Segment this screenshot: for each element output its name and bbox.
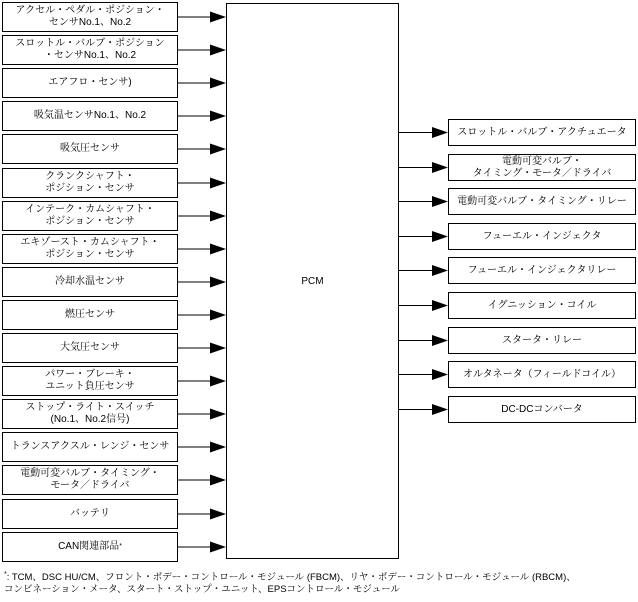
output-arrow-0 — [399, 127, 448, 138]
output-arrow-7 — [399, 369, 448, 380]
input-fuel-pressure-sensor: 燃圧センサ — [2, 300, 178, 330]
input-arrow-8 — [178, 277, 226, 288]
input-can-components: CAN関連部品 * — [2, 532, 178, 562]
output-dc-dc-converter: DC-DCコンバータ — [448, 396, 636, 423]
input-arrow-0 — [178, 12, 226, 23]
footnote — [4, 572, 634, 596]
input-arrow-10 — [178, 343, 226, 354]
input-transaxle-range-sensor: トランスアクスル・レンジ・センサ — [2, 432, 178, 462]
input-arrow-5 — [178, 178, 226, 189]
output-arrow-3 — [399, 231, 448, 242]
footnote-line-1: *: TCM、DSC HU/CM、フロント・ボデー・コントロール・モジュール (FBCM)、リヤ・ボデー・コントロール・モジュール (RBCM)、 — [4, 570, 576, 583]
output-fuel-injector: フューエル・インジェクタ — [448, 223, 636, 250]
input-arrow-4 — [178, 144, 226, 155]
input-arrow-13 — [178, 442, 226, 453]
input-arrow-16 — [178, 542, 226, 553]
input-battery: バッテリ — [2, 499, 178, 529]
input-arrow-12 — [178, 409, 226, 420]
input-evvt-motor-driver: 電動可変バルブ・タイミング・ モータ／ドライバ — [2, 465, 178, 495]
input-arrow-15 — [178, 509, 226, 520]
output-alternator: オルタネータ（フィールドコイル） — [448, 361, 636, 388]
footnote-line-2: コンビネーション・メータ、スタート・ストップ・ユニット、EPSコントロール・モジュール — [4, 584, 400, 595]
input-throttle-position-sensor: スロットル・バルブ・ポジション ・センサNo.1、No.2 — [2, 35, 178, 65]
input-barometric-sensor: 大気圧センサ — [2, 333, 178, 363]
output-arrow-2 — [399, 196, 448, 207]
output-arrow-6 — [399, 335, 448, 346]
output-arrow-4 — [399, 265, 448, 276]
output-arrow-5 — [399, 300, 448, 311]
output-arrow-8 — [399, 404, 448, 415]
output-fuel-injector-relay: フューエル・インジェクタリレー — [448, 257, 636, 284]
output-throttle-actuator: スロットル・バルブ・アクチュエータ — [448, 119, 636, 146]
input-accel-pedal-sensor: アクセル・ペダル・ポジション・ センサNo.1、No.2 — [2, 2, 178, 32]
input-brake-vacuum-sensor: パワー・ブレーキ・ ユニット負圧センサ — [2, 366, 178, 396]
input-stop-light-switch: ストップ・ライト・スイッチ (No.1、No.2信号) — [2, 399, 178, 429]
input-arrow-2 — [178, 78, 226, 89]
input-coolant-temp-sensor: 冷却水温センサ — [2, 267, 178, 297]
input-exhaust-camshaft-sensor: エキゾースト・カムシャフト・ ポジション・センサ — [2, 234, 178, 264]
input-arrow-7 — [178, 244, 226, 255]
output-starter-relay: スタータ・リレー — [448, 327, 636, 354]
pcm-label: PCM — [301, 275, 324, 287]
input-crankshaft-position-sensor: クランクシャフト・ ポジション・センサ — [2, 168, 178, 198]
input-arrow-14 — [178, 475, 226, 486]
input-arrow-6 — [178, 211, 226, 222]
input-arrow-11 — [178, 376, 226, 387]
output-evvt-motor-driver: 電動可変バルブ・ タイミング・モータ／ドライバ — [448, 154, 636, 181]
input-intake-air-temp-sensor: 吸気温センサNo.1、No.2 — [2, 101, 178, 131]
input-intake-camshaft-sensor: インテーク・カムシャフト・ ポジション・センサ — [2, 201, 178, 231]
input-arrow-3 — [178, 111, 226, 122]
output-arrow-1 — [399, 162, 448, 173]
input-arrow-1 — [178, 45, 226, 56]
input-intake-pressure-sensor: 吸気圧センサ — [2, 134, 178, 164]
output-ignition-coil: イグニッション・コイル — [448, 292, 636, 319]
input-airflow-sensor: エアフロ・センサ) — [2, 68, 178, 98]
input-arrow-9 — [178, 310, 226, 321]
pcm-block — [226, 3, 399, 559]
output-evvt-relay: 電動可変バルブ・タイミング・リレー — [448, 188, 636, 215]
footnote-asterisk: * — [4, 570, 7, 578]
